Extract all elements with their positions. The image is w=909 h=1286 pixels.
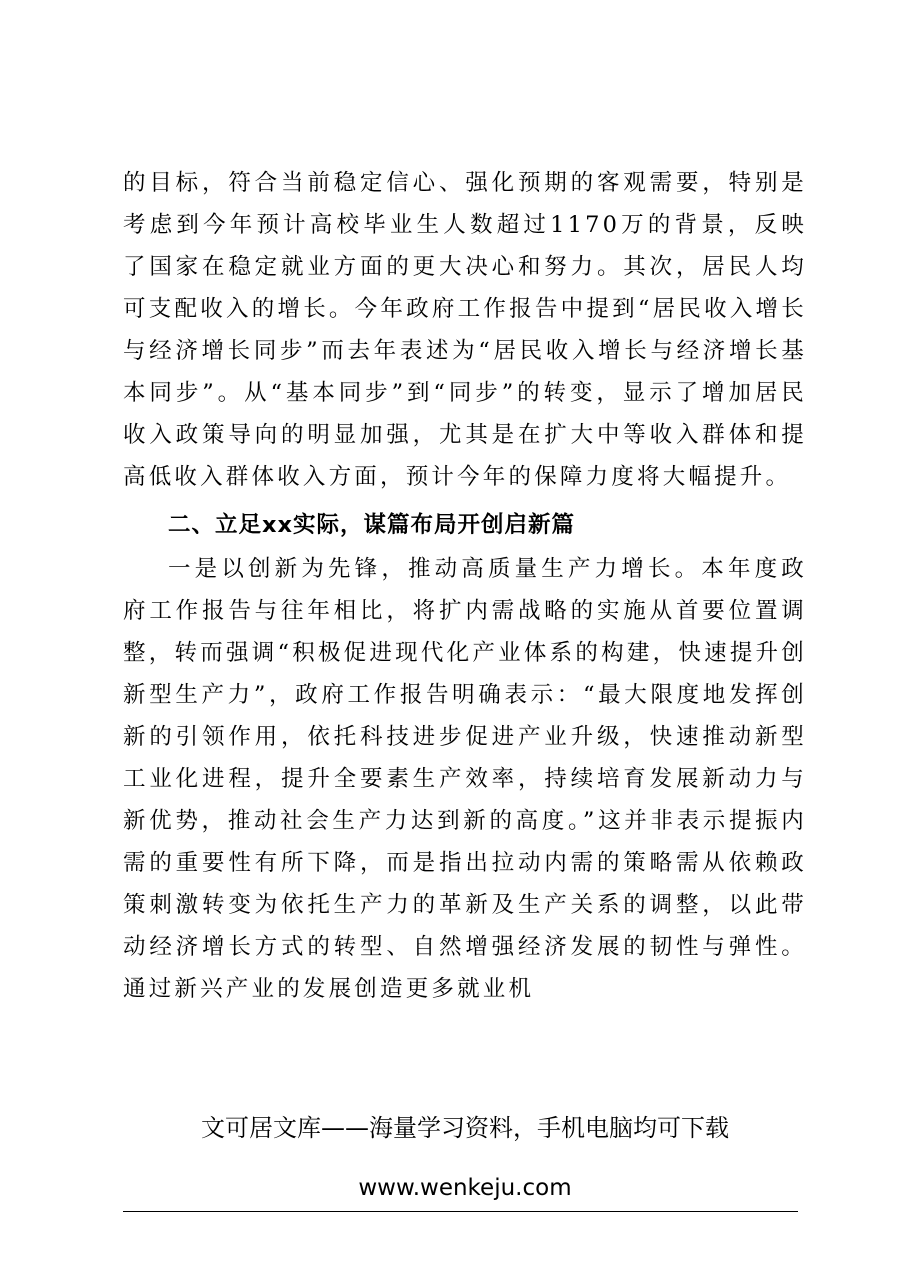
footer-divider [123,1211,798,1212]
section-heading: 二、立足xx实际，谋篇布局开创启新篇 [168,512,576,538]
document-body [123,162,807,1010]
footer-slogan: 文可居文库——海量学习资料，手机电脑均可下载 [201,1114,729,1142]
paragraph-innovation: 一是以创新为先锋，推动高质量生产力增长。本年度政府工作报告与往年相比，将扩内需战略的实施从首要位置调整，转而强调“积极促进现代化产业体系的构建，快速提升创新型生产力”，政府工作报告明确表示：“最大限度地发挥创新的引领作用，依托科技进步促进产业升级，快速推动新型工业化进程，提升全要素生产效率，持续培育发展新动力与新优势，推动社会生产力达到新的高度。”这并非表示提振内需的重要性有所下降，而是指出拉动内需的策略需从依赖政策刺激转变为依托生产力的革新及生产关系的调整，以此带动经济增长方式的转型、自然增强经济发展的韧性与弹性。通过新兴产业的发展创造更多就业机 [123,556,807,1002]
footer-website-link[interactable]: www.wenkeju.com [358,1175,572,1201]
paragraph-continuation: 的目标，符合当前稳定信心、强化预期的客观需要，特别是考虑到今年预计高校毕业生人数超过1170万的背景，反映了国家在稳定就业方面的更大决心和努力。其次，居民人均可支配收入的增长。今年政府工作报告中提到“居民收入增长与经济增长同步”而去年表述为“居民收入增长与经济增长基本同步”。从“基本同步”到“同步”的转变，显示了增加居民收入政策导向的明显加强，尤其是在扩大中等收入群体和提高低收入群体收入方面，预计今年的保障力度将大幅提升。 [123,170,807,490]
